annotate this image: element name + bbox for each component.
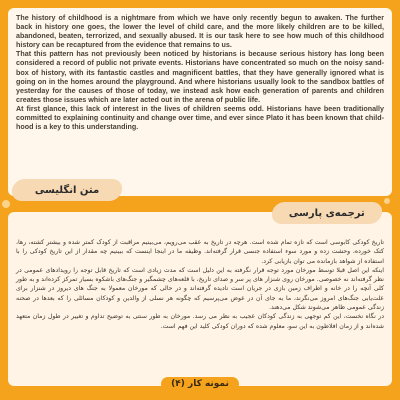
english-paragraph-2: That this pattern has not previously been noticed by historians is because serious history has long been considered a record of public not private events. Historians have concentrated so much on the noisy sand-box of history, with its fantastic castles and magnificent battles, that they have generally ignored what is going on in the homes around the playground. And where historians usually look to the sandbox battles of yesterday for the causes of those of today, we instead ask how each generation of parents and children creates those issues which are later acted out in the arena of public life. (16, 50, 384, 104)
persian-translation-panel (8, 212, 392, 386)
persian-paragraph-1: تاریخ کودکی کابوسی است که تازه تمام شده است. هرچه در تاریخ به عقب می‌رویم، می‌بینیم مراقبت از کودک کمتر شده و بیشتر کشته، رها، کتک خورده، وحشت زده و مورد سوء استفاده جنسی قرار گرفته‌اند. وظیفه ما در اینجا اینست که ببینیم چه مقدار از این تاریخ کودکی را با استفاده از شواهد بازمانده می توان بازیابی کرد. (16, 239, 384, 265)
persian-paragraph-3: در نگاه نخست، این کم توجهی به زندگی کودکان عجیب به نظر می رسد. مورخان به طور سنتی به توضیح تداوم و تغییر در طول زمان متعهد شده‌اند و از زمان افلاطون به این سو، معلوم شده که دوران کودکی کلید این فهم است. (16, 313, 384, 330)
decorative-dot (2, 200, 10, 208)
english-paragraph-3: At first glance, this lack of interest in the lives of children seems odd. Historians have been traditionally committed to explaining continuity and change over time, and ever since Plato it has been known that child-hood is a key to this understanding. (16, 104, 384, 132)
sample-work-footer (0, 377, 400, 391)
english-paragraph-1: The history of childhood is a nightmare from which we have only recently begun to awaken. The further back in history one goes, the lower the level of child care, and the more likely children are to be killed, abandoned, beaten, terrorized, and sexually abused. It is our task here to see how much of this childhood history can be recaptured from the evidence that remains to us. (16, 14, 384, 50)
sample-work-label: نمونه کار (۴) (161, 377, 239, 391)
english-text-label (10, 179, 123, 201)
persian-translation-label-text: ترجمه‌ی پارسی (289, 207, 365, 219)
english-text-panel (8, 8, 392, 196)
english-text-label-text: متن انگلیسی (34, 184, 100, 196)
persian-text (16, 238, 384, 331)
decorative-dot (384, 198, 390, 204)
persian-paragraph-2: اینکه این اصل قبلا توسط مورخان مورد توجه قرار نگرفته به این دلیل است که مدت زیادی است که تاریخ قابل توجه را رویدادهای عمومی در نظر گرفته‌اند نه خصوصی. مورخان روی شنزار های پر سر و صدای تاریخ، با قلعه‌های چشمگیر و جنگ‌های باشکوه بسیار تمرکز کرده‌اند و به طور کلی آنچه را در خانه و اطراف زمین بازی در جریان است نادیده گرفته‌اند و در حالی که مورخان معمولا به جنگ های دیروز در شنزار برای علت‌یابی جنگ‌های امروز می‌نگرند، ما به جای آن در عوض می‌پرسیم که چگونه هر نسلی از والدین و کودکان مسائلی را که بعدها در صحنه زندگی عمومی ظاهر می‌شوند شکل می‌دهند. (16, 266, 384, 312)
english-text (16, 14, 384, 132)
persian-translation-label (270, 202, 383, 224)
